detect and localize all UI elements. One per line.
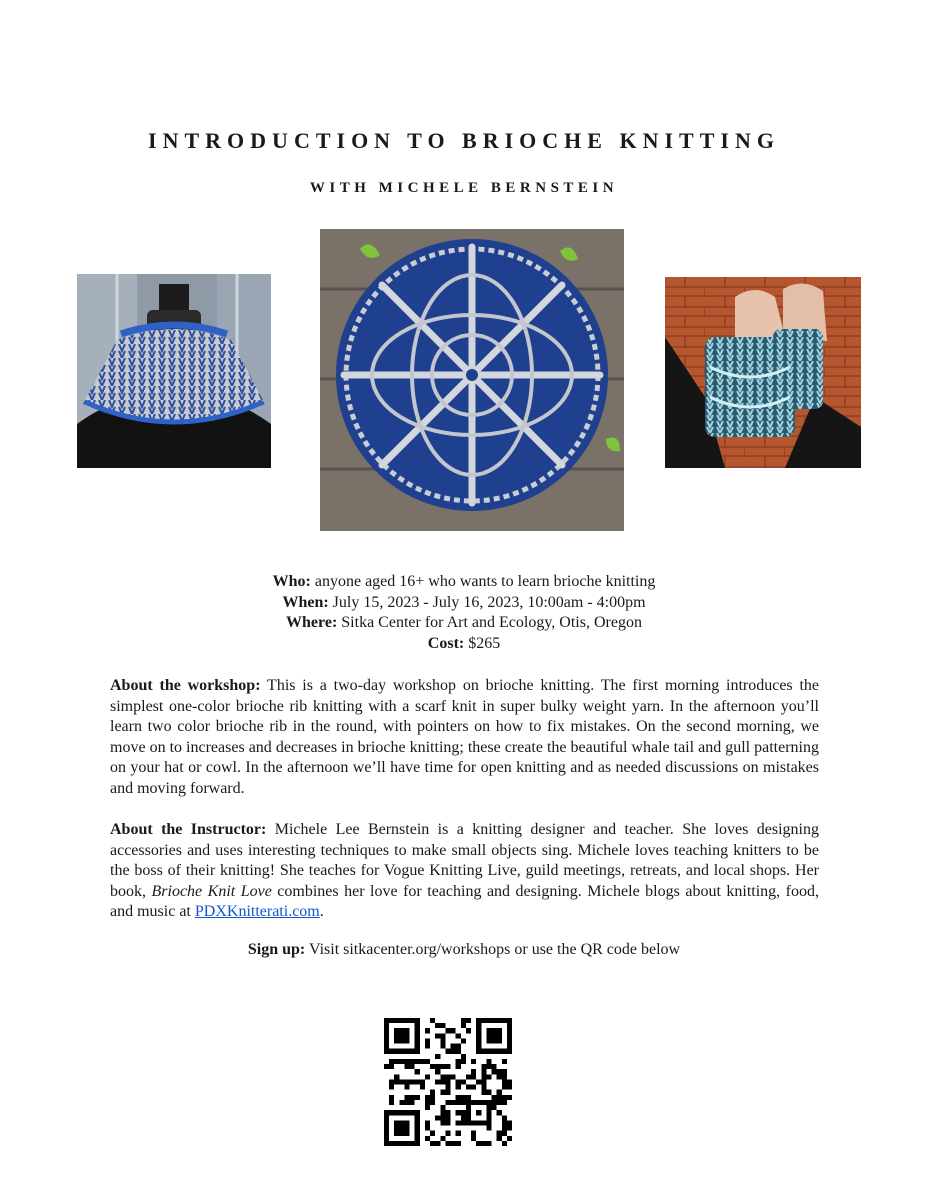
page-title: INTRODUCTION TO BRIOCHE KNITTING	[148, 128, 780, 153]
about-workshop-text: This is a two-day workshop on brioche knitting. The first morning introduces the simplest one-color brioche rib knitting with a scarf knit in super bulky weight yarn. In the afternoon you’ll learn two color brioche rib in the round, with pointers on how to fix mistakes. On the second morning, we move on to increases and decreases in brioche knitting; these create the beautiful whale tail and gull patterning on your hat or cowl. In the afternoon we’ll have time for open knitting and as needed discussions on mistakes and moving forward.	[110, 677, 819, 797]
where-value: Sitka Center for Art and Ecology, Otis, Oregon	[337, 614, 642, 631]
event-details	[0, 572, 928, 654]
where-line	[0, 613, 928, 634]
knitted-wristwarmers-photo	[665, 277, 861, 468]
signup-label: Sign up:	[247, 941, 306, 958]
when-value: July 15, 2023 - July 16, 2023, 10:00am - 4:00pm	[328, 593, 646, 611]
who-line	[0, 572, 928, 593]
page-subtitle: WITH MICHELE BERNSTEIN	[309, 180, 619, 196]
about-instructor-paragraph	[110, 820, 819, 923]
signup-line	[0, 940, 928, 960]
cost-label: Cost:	[427, 634, 465, 652]
about-workshop-label: About the workshop:	[110, 677, 261, 694]
signup-text: Visit sitkacenter.org/workshops or use the QR code below	[305, 941, 681, 958]
when-line	[0, 593, 928, 614]
book-title: Brioche Knit Love	[151, 882, 272, 900]
about-instructor-label: About the Instructor:	[110, 821, 267, 838]
instructor-text-middle: combines her love for teaching and designing. Michele blogs about knitting, food, and music at	[110, 882, 820, 921]
knitted-hat-photo	[320, 229, 624, 531]
about-workshop-paragraph	[110, 676, 819, 800]
where-label: Where:	[286, 614, 338, 631]
when-label: When:	[282, 593, 329, 611]
who-label: Who:	[272, 573, 311, 590]
blog-link[interactable]: PDXKnitterati.com	[194, 903, 320, 921]
knitted-cowl-photo	[77, 274, 271, 468]
cost-value: $265	[464, 634, 501, 652]
who-value: anyone aged 16+ who wants to learn brioche knitting	[310, 573, 656, 590]
instructor-text-after: .	[319, 903, 324, 921]
instructor-text-before: Michele Lee Bernstein is a knitting designer and teacher. She loves designing accessories and uses interesting techniques to make small objects sing. Michele loves teaching knitters to be the boss of their knitting! She teaches for Vogue Knitting Live, guild meetings, retreats, and local shops. Her book,	[110, 821, 819, 900]
cost-line	[0, 634, 928, 655]
qr-code-icon[interactable]	[384, 1018, 512, 1146]
